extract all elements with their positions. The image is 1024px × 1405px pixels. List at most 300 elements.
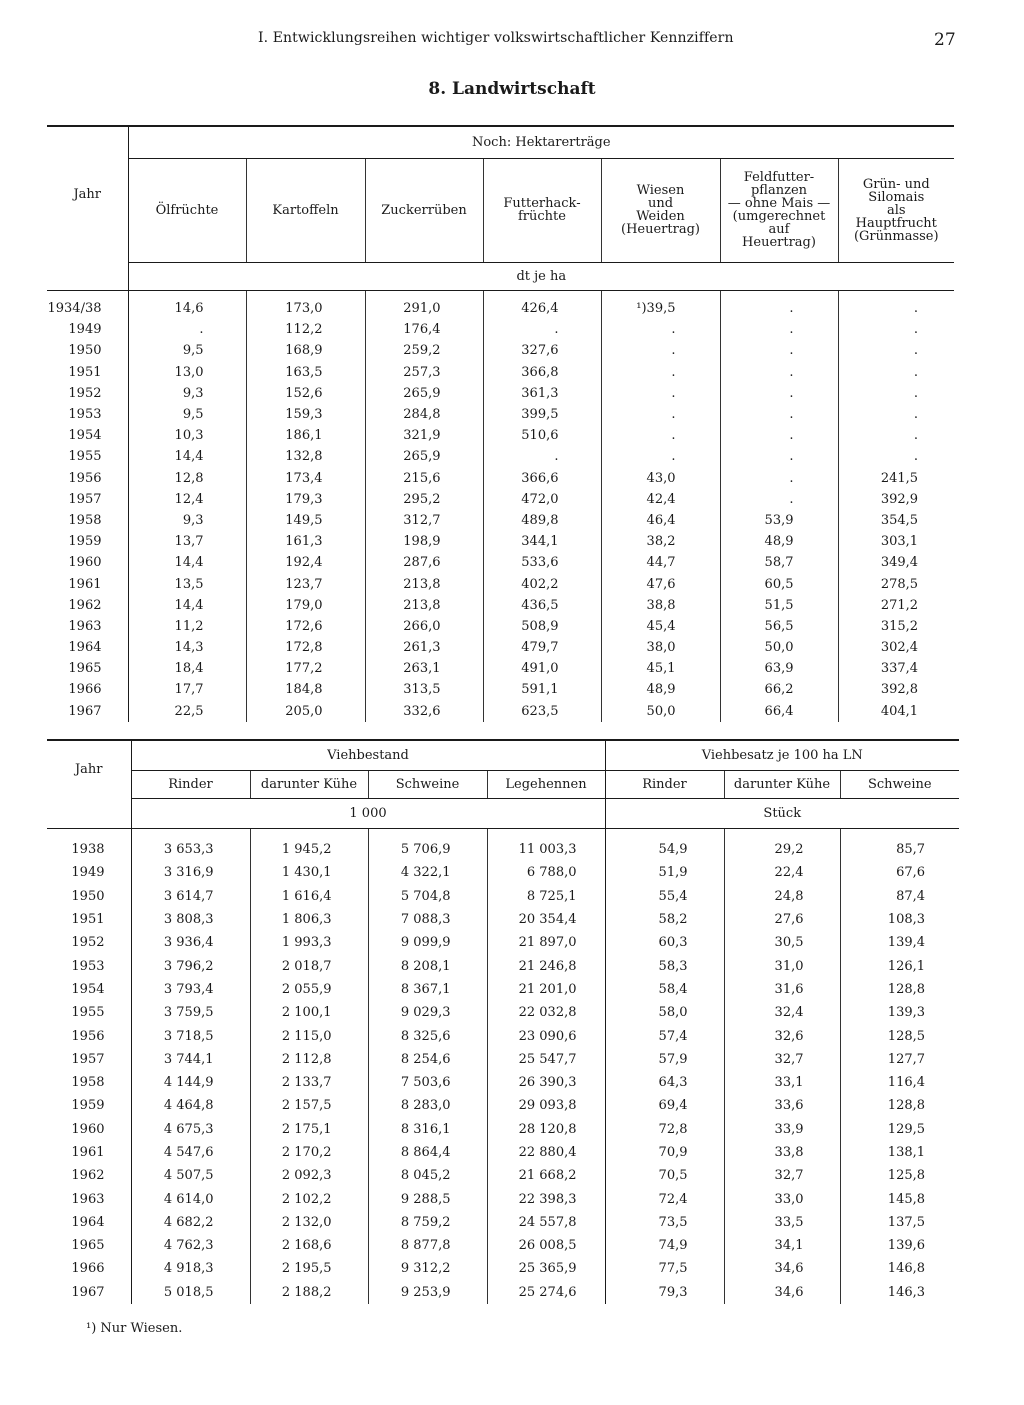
year-cell: 1953: [71, 958, 105, 974]
value-cell: 28 120,8: [487, 1118, 605, 1141]
value-cell: .: [720, 362, 838, 383]
value-cell: 50,0: [601, 701, 720, 722]
table-row: [47, 701, 954, 722]
column-header: darunter Kühe: [250, 770, 368, 798]
value-cell: 69,4: [605, 1094, 724, 1117]
year-cell: 1938: [71, 842, 105, 858]
year-cell: 1961: [68, 576, 102, 592]
jahr-unit-spacer: [47, 262, 128, 290]
table-row: [47, 885, 959, 908]
value-cell: 58,0: [605, 1001, 724, 1024]
value-cell: 3 936,4: [131, 931, 250, 954]
value-cell: 8 045,2: [368, 1164, 487, 1187]
year-cell: 1951: [68, 364, 102, 380]
year-cell: 1963: [68, 618, 102, 634]
value-cell: 70,9: [605, 1141, 724, 1164]
column-header: Legehennen: [487, 770, 605, 798]
year-cell: 1934/38: [47, 301, 102, 317]
year-cell: 1958: [68, 512, 102, 528]
value-cell: 179,0: [246, 595, 365, 616]
value-cell: 8 325,6: [368, 1024, 487, 1047]
value-cell: 2 188,2: [250, 1281, 368, 1304]
group-header-hektarertraege: Noch: Hektarerträge: [128, 126, 954, 158]
value-cell: 9,5: [128, 404, 246, 425]
value-cell: 9 312,2: [368, 1257, 487, 1280]
value-cell: 337,4: [838, 658, 954, 679]
value-cell: 2 092,3: [250, 1164, 368, 1187]
value-cell: 24,8: [724, 885, 840, 908]
value-cell: 4 464,8: [131, 1094, 250, 1117]
value-cell: 1 945,2: [250, 838, 368, 861]
value-cell: 4 144,9: [131, 1071, 250, 1094]
unit-label-dt-je-ha: dt je ha: [128, 262, 954, 290]
year-cell: 1957: [68, 491, 102, 507]
value-cell: 128,8: [840, 978, 959, 1001]
value-cell: 149,5: [246, 510, 365, 531]
value-cell: 271,2: [838, 595, 954, 616]
value-cell: 198,9: [365, 531, 483, 552]
value-cell: 58,7: [720, 552, 838, 573]
value-cell: 9,5: [128, 340, 246, 361]
value-cell: .: [838, 425, 954, 446]
value-cell: 137,5: [840, 1211, 959, 1234]
table-row: [47, 679, 954, 700]
value-cell: 241,5: [838, 468, 954, 489]
value-cell: 327,6: [483, 340, 601, 361]
year-cell: 1949: [68, 322, 102, 338]
value-cell: 26 390,3: [487, 1071, 605, 1094]
value-cell: 215,6: [365, 468, 483, 489]
value-cell: 259,2: [365, 340, 483, 361]
value-cell: .: [838, 383, 954, 404]
value-cell: 51,5: [720, 595, 838, 616]
jahr-header: Jahr: [74, 762, 103, 777]
value-cell: 29 093,8: [487, 1094, 605, 1117]
value-cell: 4 918,3: [131, 1257, 250, 1280]
value-cell: 472,0: [483, 489, 601, 510]
value-cell: 63,9: [720, 658, 838, 679]
value-cell: 85,7: [840, 838, 959, 861]
year-cell: 1959: [71, 1098, 105, 1114]
value-cell: 295,2: [365, 489, 483, 510]
value-cell: .: [601, 362, 720, 383]
value-cell: 366,8: [483, 362, 601, 383]
value-cell: 57,9: [605, 1048, 724, 1071]
running-head: I. Entwicklungsreihen wichtiger volkswirtschaftlicher Kennziffern: [258, 30, 734, 46]
table-row: [47, 468, 954, 489]
value-cell: 508,9: [483, 616, 601, 637]
value-cell: 46,4: [601, 510, 720, 531]
value-cell: 21 668,2: [487, 1164, 605, 1187]
column-header: Feldfutter- pflanzen — ohne Mais — (umgerechnet auf Heuertrag): [720, 158, 838, 262]
value-cell: 26 008,5: [487, 1234, 605, 1257]
table-row: [47, 1118, 959, 1141]
value-cell: 9 253,9: [368, 1281, 487, 1304]
year-cell: 1960: [68, 555, 102, 571]
table-row: [47, 1257, 959, 1280]
value-cell: 5 706,9: [368, 838, 487, 861]
value-cell: 192,4: [246, 552, 365, 573]
value-cell: 9,3: [128, 383, 246, 404]
value-cell: 22,5: [128, 701, 246, 722]
value-cell: 3 793,4: [131, 978, 250, 1001]
value-cell: 31,6: [724, 978, 840, 1001]
value-cell: 33,1: [724, 1071, 840, 1094]
value-cell: 33,9: [724, 1118, 840, 1141]
value-cell: 45,1: [601, 658, 720, 679]
value-cell: 4 614,0: [131, 1187, 250, 1210]
value-cell: 73,5: [605, 1211, 724, 1234]
value-cell: .: [720, 319, 838, 340]
value-cell: 392,8: [838, 679, 954, 700]
value-cell: 116,4: [840, 1071, 959, 1094]
unit-label-stueck: Stück: [605, 798, 959, 828]
value-cell: 8 367,1: [368, 978, 487, 1001]
value-cell: 4 507,5: [131, 1164, 250, 1187]
table-row: [47, 319, 954, 340]
value-cell: 48,9: [720, 531, 838, 552]
value-cell: 20 354,4: [487, 908, 605, 931]
year-cell: 1963: [71, 1191, 105, 1207]
table-row: [47, 298, 954, 319]
table-row: [47, 531, 954, 552]
value-cell: .: [838, 298, 954, 319]
value-cell: 291,0: [365, 298, 483, 319]
value-cell: 53,9: [720, 510, 838, 531]
value-cell: 8 759,2: [368, 1211, 487, 1234]
table-row: [47, 1141, 959, 1164]
table-row: [47, 1071, 959, 1094]
value-cell: 79,3: [605, 1281, 724, 1304]
value-cell: 9 029,3: [368, 1001, 487, 1024]
value-cell: 8 283,0: [368, 1094, 487, 1117]
value-cell: ¹)39,5: [601, 298, 720, 319]
value-cell: 64,3: [605, 1071, 724, 1094]
value-cell: 18,4: [128, 658, 246, 679]
table-row: [47, 1187, 959, 1210]
value-cell: 1 993,3: [250, 931, 368, 954]
value-cell: 313,5: [365, 679, 483, 700]
value-cell: 315,2: [838, 616, 954, 637]
table-row: [47, 1164, 959, 1187]
year-cell: 1965: [71, 1238, 105, 1254]
value-cell: 159,3: [246, 404, 365, 425]
value-cell: 591,1: [483, 679, 601, 700]
year-cell: 1952: [71, 935, 105, 951]
value-cell: 67,6: [840, 861, 959, 884]
year-cell: 1956: [68, 470, 102, 486]
value-cell: 3 316,9: [131, 861, 250, 884]
value-cell: .: [601, 340, 720, 361]
year-cell: 1962: [71, 1168, 105, 1184]
value-cell: 108,3: [840, 908, 959, 931]
value-cell: 34,1: [724, 1234, 840, 1257]
value-cell: 87,4: [840, 885, 959, 908]
table-row: [47, 1024, 959, 1047]
value-cell: 176,4: [365, 319, 483, 340]
table-row: [47, 1001, 959, 1024]
value-cell: 3 796,2: [131, 954, 250, 977]
value-cell: 48,9: [601, 679, 720, 700]
value-cell: .: [720, 468, 838, 489]
value-cell: 70,5: [605, 1164, 724, 1187]
year-cell: 1952: [68, 385, 102, 401]
value-cell: 344,1: [483, 531, 601, 552]
value-cell: 2 168,6: [250, 1234, 368, 1257]
value-cell: 8 725,1: [487, 885, 605, 908]
value-cell: 205,0: [246, 701, 365, 722]
value-cell: 7 088,3: [368, 908, 487, 931]
value-cell: 58,3: [605, 954, 724, 977]
page-number: 27: [934, 30, 956, 50]
column-header: Futterhack- früchte: [483, 158, 601, 262]
value-cell: 392,9: [838, 489, 954, 510]
year-cell: 1954: [68, 428, 102, 444]
year-cell: 1956: [71, 1028, 105, 1044]
value-cell: .: [838, 362, 954, 383]
value-cell: 44,7: [601, 552, 720, 573]
value-cell: 399,5: [483, 404, 601, 425]
value-cell: 57,4: [605, 1024, 724, 1047]
value-cell: 14,4: [128, 446, 246, 467]
value-cell: 4 682,2: [131, 1211, 250, 1234]
value-cell: 132,8: [246, 446, 365, 467]
value-cell: 186,1: [246, 425, 365, 446]
value-cell: 30,5: [724, 931, 840, 954]
value-cell: 533,6: [483, 552, 601, 573]
value-cell: 33,5: [724, 1211, 840, 1234]
value-cell: 163,5: [246, 362, 365, 383]
value-cell: 146,8: [840, 1257, 959, 1280]
year-cell: 1949: [71, 865, 105, 881]
column-header: Zuckerrüben: [365, 158, 483, 262]
year-cell: 1959: [68, 534, 102, 550]
value-cell: 21 897,0: [487, 931, 605, 954]
year-cell: 1962: [68, 597, 102, 613]
value-cell: 2 102,2: [250, 1187, 368, 1210]
column-header: Grün- und Silomais als Hauptfrucht (Grünmasse): [838, 158, 954, 262]
year-cell: 1964: [71, 1214, 105, 1230]
value-cell: 22,4: [724, 861, 840, 884]
value-cell: 152,6: [246, 383, 365, 404]
table-row: [47, 1094, 959, 1117]
value-cell: 173,4: [246, 468, 365, 489]
table-row: [47, 404, 954, 425]
value-cell: 11,2: [128, 616, 246, 637]
table-row: [47, 616, 954, 637]
value-cell: .: [720, 340, 838, 361]
value-cell: 31,0: [724, 954, 840, 977]
value-cell: 287,6: [365, 552, 483, 573]
value-cell: 34,6: [724, 1257, 840, 1280]
value-cell: 8 254,6: [368, 1048, 487, 1071]
value-cell: .: [838, 446, 954, 467]
value-cell: .: [720, 446, 838, 467]
value-cell: .: [720, 383, 838, 404]
value-cell: .: [483, 446, 601, 467]
year-cell: 1966: [71, 1261, 105, 1277]
value-cell: 9 099,9: [368, 931, 487, 954]
column-header: darunter Kühe: [724, 770, 840, 798]
column-header: Wiesen und Weiden (Heuertrag): [601, 158, 720, 262]
value-cell: 4 675,3: [131, 1118, 250, 1141]
value-cell: 32,6: [724, 1024, 840, 1047]
value-cell: 72,4: [605, 1187, 724, 1210]
value-cell: 5 704,8: [368, 885, 487, 908]
year-cell: 1964: [68, 640, 102, 656]
table-row: [47, 658, 954, 679]
value-cell: 72,8: [605, 1118, 724, 1141]
value-cell: 34,6: [724, 1281, 840, 1304]
value-cell: 127,7: [840, 1048, 959, 1071]
value-cell: 179,3: [246, 489, 365, 510]
value-cell: 266,0: [365, 616, 483, 637]
value-cell: 404,1: [838, 701, 954, 722]
value-cell: 58,4: [605, 978, 724, 1001]
value-cell: 8 316,1: [368, 1118, 487, 1141]
value-cell: .: [720, 425, 838, 446]
table-row: [47, 446, 954, 467]
value-cell: 3 614,7: [131, 885, 250, 908]
value-cell: 312,7: [365, 510, 483, 531]
value-cell: 50,0: [720, 637, 838, 658]
value-cell: 2 112,8: [250, 1048, 368, 1071]
group-header-viehbesatz: Viehbesatz je 100 ha LN: [605, 740, 959, 770]
value-cell: 4 322,1: [368, 861, 487, 884]
year-cell: 1957: [71, 1051, 105, 1067]
year-cell: 1965: [68, 661, 102, 677]
year-cell: 1960: [71, 1121, 105, 1137]
column-header: Schweine: [368, 770, 487, 798]
table-row: [47, 362, 954, 383]
viehbestand-table: [47, 739, 959, 1304]
footnote: ¹) Nur Wiesen.: [86, 1321, 183, 1336]
column-header: Rinder: [605, 770, 724, 798]
table-row: [47, 861, 959, 884]
value-cell: 112,2: [246, 319, 365, 340]
value-cell: 3 808,3: [131, 908, 250, 931]
value-cell: 278,5: [838, 573, 954, 594]
value-cell: 2 133,7: [250, 1071, 368, 1094]
value-cell: 168,9: [246, 340, 365, 361]
value-cell: .: [720, 404, 838, 425]
value-cell: 7 503,6: [368, 1071, 487, 1094]
value-cell: 14,4: [128, 552, 246, 573]
value-cell: 55,4: [605, 885, 724, 908]
value-cell: 32,4: [724, 1001, 840, 1024]
table-row: [47, 340, 954, 361]
value-cell: 66,2: [720, 679, 838, 700]
value-cell: 125,8: [840, 1164, 959, 1187]
value-cell: 173,0: [246, 298, 365, 319]
value-cell: 77,5: [605, 1257, 724, 1280]
year-cell: 1966: [68, 682, 102, 698]
value-cell: 145,8: [840, 1187, 959, 1210]
value-cell: 2 157,5: [250, 1094, 368, 1117]
value-cell: 4 547,6: [131, 1141, 250, 1164]
value-cell: 126,1: [840, 954, 959, 977]
table-row: [47, 931, 959, 954]
section-title: 8. Landwirtschaft: [428, 79, 596, 99]
table-row: [47, 383, 954, 404]
value-cell: .: [838, 319, 954, 340]
value-cell: 60,3: [605, 931, 724, 954]
value-cell: 3 718,5: [131, 1024, 250, 1047]
value-cell: 436,5: [483, 595, 601, 616]
value-cell: 25 365,9: [487, 1257, 605, 1280]
value-cell: 2 195,5: [250, 1257, 368, 1280]
value-cell: 1 430,1: [250, 861, 368, 884]
value-cell: 2 100,1: [250, 1001, 368, 1024]
jahr-header: Jahr: [73, 187, 102, 202]
value-cell: 177,2: [246, 658, 365, 679]
table-row: [47, 978, 959, 1001]
value-cell: 33,6: [724, 1094, 840, 1117]
value-cell: 361,3: [483, 383, 601, 404]
value-cell: .: [601, 404, 720, 425]
value-cell: 123,7: [246, 573, 365, 594]
value-cell: 14,6: [128, 298, 246, 319]
value-cell: 5 018,5: [131, 1281, 250, 1304]
value-cell: 51,9: [605, 861, 724, 884]
value-cell: 265,9: [365, 446, 483, 467]
value-cell: 1 806,3: [250, 908, 368, 931]
year-cell: 1961: [71, 1145, 105, 1160]
value-cell: 184,8: [246, 679, 365, 700]
value-cell: 38,2: [601, 531, 720, 552]
value-cell: 139,3: [840, 1001, 959, 1024]
value-cell: 25 274,6: [487, 1281, 605, 1304]
table-row: [47, 838, 959, 861]
value-cell: 56,5: [720, 616, 838, 637]
year-cell: 1967: [68, 703, 102, 719]
value-cell: 2 018,7: [250, 954, 368, 977]
value-cell: 161,3: [246, 531, 365, 552]
value-cell: 426,4: [483, 298, 601, 319]
value-cell: 11 003,3: [487, 838, 605, 861]
jahr-unit-spacer: [47, 798, 131, 828]
value-cell: 42,4: [601, 489, 720, 510]
value-cell: 38,8: [601, 595, 720, 616]
value-cell: 27,6: [724, 908, 840, 931]
hektarertraege-table: [47, 125, 954, 722]
year-cell: 1953: [68, 407, 102, 423]
value-cell: 321,9: [365, 425, 483, 446]
value-cell: 303,1: [838, 531, 954, 552]
group-header-viehbestand: Viehbestand: [131, 740, 605, 770]
value-cell: .: [601, 383, 720, 404]
year-cell: 1958: [71, 1075, 105, 1091]
table-row: [47, 1211, 959, 1234]
value-cell: 366,6: [483, 468, 601, 489]
value-cell: 10,3: [128, 425, 246, 446]
value-cell: 12,4: [128, 489, 246, 510]
value-cell: .: [128, 319, 246, 340]
year-cell: 1950: [68, 343, 102, 359]
value-cell: 33,8: [724, 1141, 840, 1164]
value-cell: 13,0: [128, 362, 246, 383]
table-row: [47, 489, 954, 510]
value-cell: 261,3: [365, 637, 483, 658]
value-cell: 22 880,4: [487, 1141, 605, 1164]
value-cell: 8 864,4: [368, 1141, 487, 1164]
year-cell: 1951: [71, 912, 105, 928]
value-cell: 21 246,8: [487, 954, 605, 977]
value-cell: 510,6: [483, 425, 601, 446]
value-cell: 479,7: [483, 637, 601, 658]
value-cell: 12,8: [128, 468, 246, 489]
table-row: [47, 425, 954, 446]
